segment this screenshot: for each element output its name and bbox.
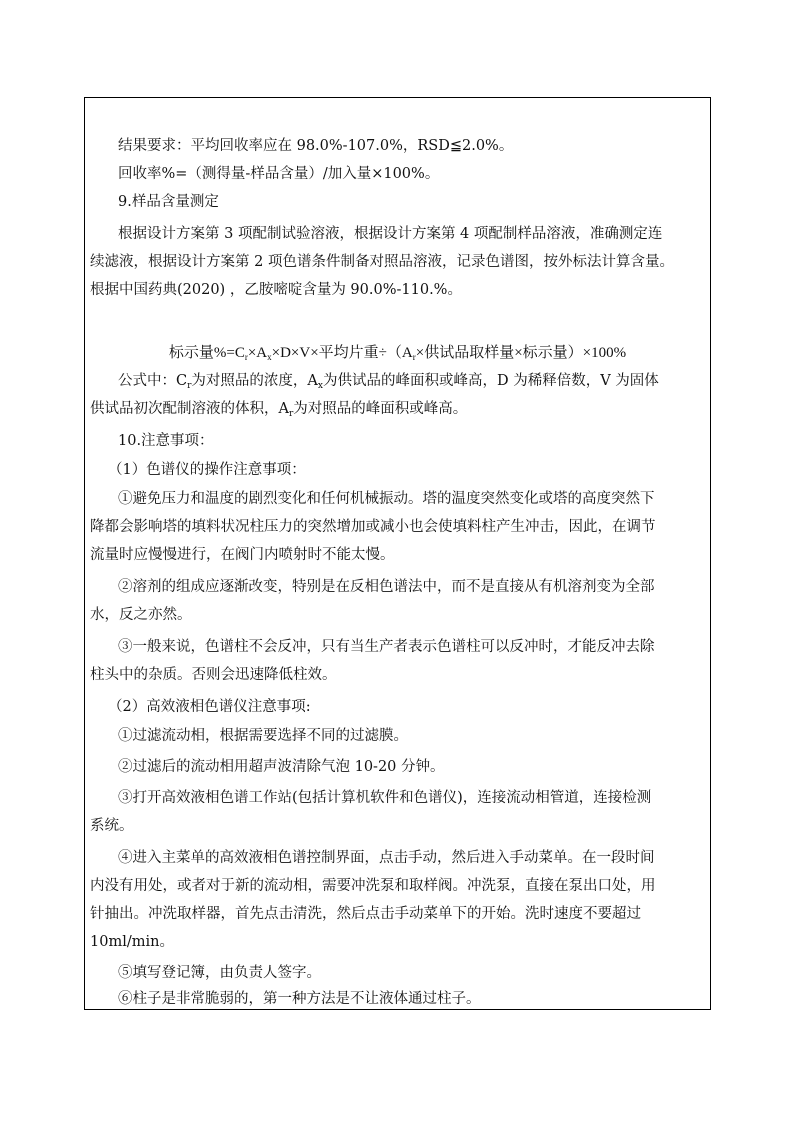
hplc-step-4-line-4: 10ml/min。 (90, 934, 174, 950)
hplc-step-5: ⑤填写登记簿，由负责人签字。 (118, 965, 321, 981)
section-10-title: 10.注意事项： (118, 433, 214, 449)
hplc-step-6: ⑥柱子是非常脆弱的，第一种方法是不让液体通过柱子。 (118, 991, 481, 1007)
recovery-formula: 回收率%=（测得量-样品含量）/加入量×100%。 (118, 166, 440, 182)
section-9-line-2: 续滤液，根据设计方案第 2 项色谱条件制备对照品溶液，记录色谱图，按外标法计算含量。 (90, 254, 674, 270)
hplc-step-4-line-1: ④进入主菜单的高效液相色谱控制界面，点击手动，然后进入手动菜单。在一段时间 (118, 850, 655, 866)
item-3-line-2: 柱头中的杂质。否则会迅速降低柱效。 (90, 667, 337, 683)
section-9-title: 9.样品含量测定 (118, 194, 219, 210)
hplc-step-3-line-1: ③打开高效液相色谱工作站(包括计算机软件和色谱仪)，连接流动相管道，连接检测 (118, 790, 652, 806)
hplc-step-2: ②过滤后的流动相用超声波清除气泡 10-20 分钟。 (118, 759, 445, 775)
item-3-line-1: ③一般来说，色谱柱不会反冲，只有当生产者表示色谱柱可以反冲时，才能反冲去除 (118, 639, 655, 655)
subsection-1-title: （1）色谱仪的操作注意事项： (108, 462, 306, 478)
item-2-line-1: ②溶剂的组成应逐渐改变，特别是在反相色谱法中，而不是直接从有机溶剂变为全部 (118, 579, 655, 595)
section-9-line-3: 根据中国药典(2020) ，乙胺嘧啶含量为 90.0%-110.%。 (90, 282, 462, 298)
hplc-step-4-line-2: 内没有用处，或者对于新的流动相，需要冲洗泵和取样阀。冲洗泵，直接在泵出口处，用 (90, 878, 656, 894)
formula-note-line-1: 公式中：$C_r$为对照品的浓度，$A_x$为供试品的峰面积或峰高，D 为稀释倍数，V 为固体 (118, 373, 659, 391)
hplc-step-4-line-3: 针抽出。冲洗取样器，首先点击清洗，然后点击手动菜单下的开始。洗时速度不要超过 (90, 906, 641, 922)
item-2-line-2: 水，反之亦然。 (90, 607, 192, 623)
subsection-2-title: （2）高效液相色谱仪注意事项: (108, 699, 311, 715)
section-9-line-1: 根据设计方案第 3 项配制试验溶液，根据设计方案第 4 项配制样品溶液，准确测定连 (118, 226, 663, 242)
item-1-line-1: ①避免压力和温度的剧烈变化和任何机械振动。塔的温度突然变化或塔的高度突然下 (118, 491, 655, 507)
result-requirement: 结果要求：平均回收率应在 98.0%-107.0%，RSD≦2.0%。 (118, 138, 514, 154)
hplc-step-1: ①过滤流动相，根据需要选择不同的过滤膜。 (118, 728, 408, 744)
item-1-line-3: 流量时应慢慢进行，在阀门内喷射时不能太慢。 (90, 547, 395, 563)
item-1-line-2: 降都会影响塔的填料状况柱压力的突然增加或减小也会使填料柱产生冲击，因此，在调节 (90, 519, 656, 535)
formula-note-line-2: 供试品初次配制溶液的体积，$A_r$为对照品的峰面积或峰高。 (90, 401, 468, 419)
content-formula: 标示量$\%=C_r\times A_x\times D\times V\times$平均片重$\div(A_r\times$供试品取样量×标示量）×100% (168, 345, 627, 362)
document-frame (84, 97, 711, 1010)
hplc-step-3-line-2: 系统。 (90, 818, 134, 834)
